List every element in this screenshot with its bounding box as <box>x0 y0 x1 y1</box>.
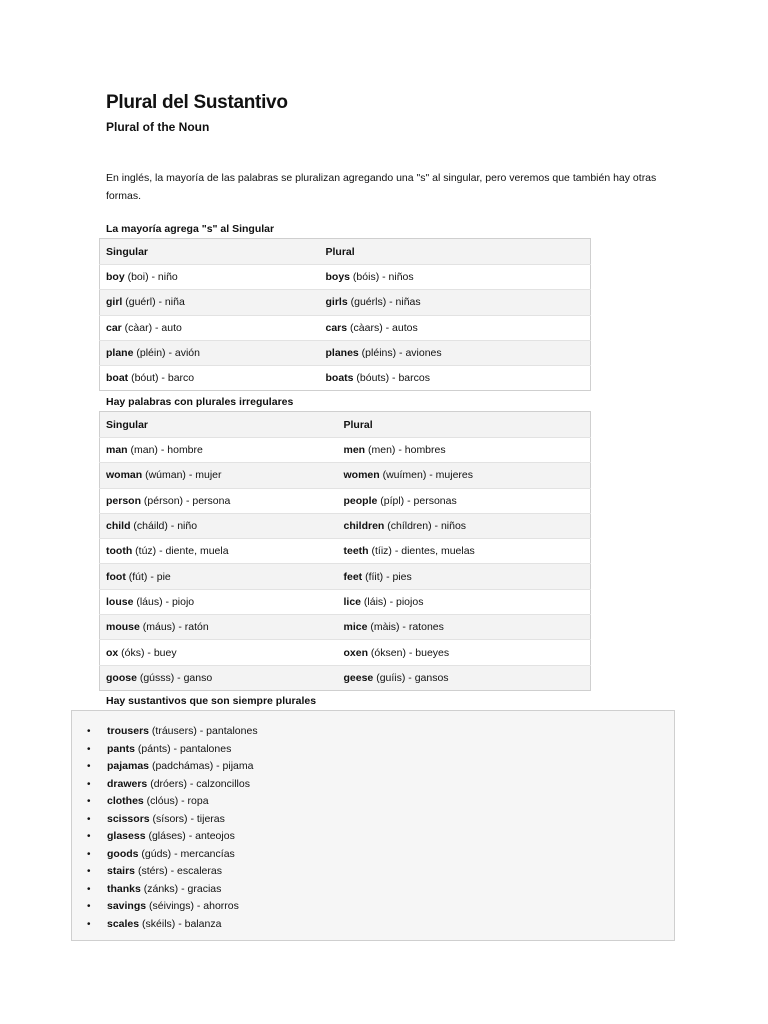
pronunciation-translation-text: (túz) - diente, muela <box>132 545 229 558</box>
table-row <box>100 265 591 290</box>
table-row <box>100 513 591 538</box>
pronunciation-translation-text: (gúds) - mercancías <box>138 847 235 860</box>
pronunciation-translation-text: (pléins) - aviones <box>358 347 442 360</box>
word-text: geese <box>343 671 374 684</box>
pronunciation-translation-text: (càars) - autos <box>347 321 418 334</box>
word-text: car <box>106 321 122 334</box>
plural-cell <box>320 315 591 340</box>
singular-cell <box>100 564 338 589</box>
section-heading-irregular: Hay palabras con plurales irregulares <box>106 396 294 408</box>
word-text: teeth <box>343 545 369 558</box>
table-row <box>100 366 591 391</box>
pronunciation-translation-text: (máus) - ratón <box>139 621 209 634</box>
singular-cell <box>100 513 338 538</box>
word-text: cars <box>325 321 348 334</box>
word-text: women <box>343 469 380 482</box>
pronunciation-translation-text: (guérl) - niña <box>122 296 185 309</box>
table-row <box>100 463 591 488</box>
word-text: lice <box>343 595 362 608</box>
list-item <box>87 776 258 794</box>
bullet-icon: • <box>87 901 91 912</box>
bullet-icon: • <box>87 883 91 895</box>
list-item <box>87 846 258 864</box>
list-item <box>87 863 258 881</box>
pronunciation-translation-text: (dróers) - calzoncillos <box>147 777 250 790</box>
plural-cell <box>338 665 591 690</box>
irregular-plural-table <box>99 411 591 691</box>
plural-cell <box>338 513 591 538</box>
word-text: ox <box>106 646 119 659</box>
word-text: savings <box>107 900 147 912</box>
word-text: planes <box>325 347 359 360</box>
list-item <box>87 741 258 759</box>
singular-cell <box>100 640 338 665</box>
word-text: boat <box>106 372 129 385</box>
pronunciation-translation-text: (guérls) - niñas <box>347 296 421 309</box>
pronunciation-translation-text: (màis) - ratones <box>367 621 444 634</box>
page-title: Plural del Sustantivo <box>106 92 288 113</box>
plural-cell <box>338 564 591 589</box>
pronunciation-translation-text: (láus) - piojo <box>133 595 195 608</box>
plural-cell <box>338 488 591 513</box>
word-text: man <box>106 444 128 457</box>
plural-cell <box>338 463 591 488</box>
pronunciation-translation-text: (fút) - pie <box>125 570 171 583</box>
pronunciation-translation-text: (gússs) - ganso <box>136 671 213 684</box>
list-item <box>87 758 258 776</box>
always-plural-list <box>87 723 258 933</box>
word-text: people <box>343 494 378 507</box>
table-row <box>100 589 591 614</box>
table-row <box>100 665 591 690</box>
intro-paragraph: En inglés, la mayoría de las palabras se pluralizan agregando una "s" al singular, pero veremos que también hay otras formas. <box>106 172 657 202</box>
word-text: drawers <box>107 777 148 790</box>
word-text: glasess <box>107 830 146 842</box>
table-row <box>100 315 591 340</box>
table-row <box>100 340 591 365</box>
word-text: boats <box>325 372 354 385</box>
word-text: mice <box>343 621 368 634</box>
plural-cell <box>338 640 591 665</box>
pronunciation-translation-text: (séivings) - ahorros <box>146 900 239 912</box>
singular-cell <box>100 340 320 365</box>
word-text: men <box>343 444 366 457</box>
list-item <box>87 723 258 741</box>
pronunciation-translation-text: (bóut) - barco <box>128 372 195 385</box>
list-item <box>87 828 258 846</box>
plural-cell <box>320 340 591 365</box>
table-row <box>100 488 591 513</box>
singular-cell <box>100 665 338 690</box>
plural-cell <box>320 290 591 315</box>
word-text: goose <box>106 671 137 684</box>
pronunciation-translation-text: (gláses) - anteojos <box>145 830 235 842</box>
word-text: oxen <box>343 646 369 659</box>
word-text: stairs <box>107 865 136 877</box>
word-text: foot <box>106 570 126 583</box>
table-row <box>100 539 591 564</box>
pronunciation-translation-text: (cháild) - niño <box>130 520 198 533</box>
singular-cell <box>100 615 338 640</box>
pronunciation-translation-text: (sísors) - tijeras <box>149 812 225 825</box>
pronunciation-translation-text: (càar) - auto <box>121 321 182 334</box>
singular-cell <box>100 539 338 564</box>
word-text: trousers <box>107 725 150 737</box>
word-text: clothes <box>107 795 144 807</box>
column-header-singular: Singular <box>100 239 320 265</box>
singular-cell <box>100 438 338 463</box>
pronunciation-translation-text: (guíis) - gansos <box>373 671 449 684</box>
singular-cell <box>100 589 338 614</box>
singular-cell <box>100 315 320 340</box>
word-text: girls <box>325 296 348 309</box>
always-plural-box <box>71 710 675 941</box>
bullet-icon: • <box>87 796 91 807</box>
singular-cell <box>100 290 320 315</box>
word-text: children <box>343 520 385 533</box>
pronunciation-translation-text: (tíiz) - dientes, muelas <box>368 545 475 558</box>
word-text: child <box>106 520 131 533</box>
table-row <box>100 290 591 315</box>
list-item <box>87 793 258 811</box>
singular-cell <box>100 488 338 513</box>
plural-cell <box>320 265 591 290</box>
bullet-icon: • <box>87 743 91 755</box>
regular-plural-table <box>99 238 591 391</box>
table-header-row <box>100 412 591 438</box>
pronunciation-translation-text: (láis) - piojos <box>361 595 424 608</box>
pronunciation-translation-text: (óksen) - bueyes <box>368 646 450 659</box>
section-heading-always-plural: Hay sustantivos que son siempre plurales <box>106 695 317 707</box>
table-row <box>100 640 591 665</box>
bullet-icon: • <box>87 866 91 877</box>
pronunciation-translation-text: (fíit) - pies <box>362 570 412 583</box>
word-text: scales <box>107 917 140 930</box>
column-header-singular: Singular <box>100 412 338 438</box>
pronunciation-translation-text: (wuímen) - mujeres <box>379 469 474 482</box>
column-header-plural: Plural <box>320 239 591 265</box>
table-row <box>100 438 591 463</box>
singular-cell <box>100 366 320 391</box>
word-text: pants <box>107 742 136 755</box>
pronunciation-translation-text: (men) - hombres <box>365 444 446 457</box>
singular-cell <box>100 463 338 488</box>
bullet-icon: • <box>87 761 91 772</box>
pronunciation-translation-text: (bóis) - niños <box>350 271 414 284</box>
word-text: woman <box>106 469 143 482</box>
plural-cell <box>320 366 591 391</box>
table-row <box>100 615 591 640</box>
bullet-icon: • <box>87 848 91 860</box>
pronunciation-translation-text: (pérson) - persona <box>141 494 231 507</box>
pronunciation-translation-text: (tráusers) - pantalones <box>149 725 258 737</box>
pronunciation-translation-text: (pánts) - pantalones <box>135 742 232 755</box>
word-text: tooth <box>106 545 133 558</box>
table-header-row <box>100 239 591 265</box>
pronunciation-translation-text: (zánks) - gracias <box>140 882 222 895</box>
word-text: goods <box>107 847 139 860</box>
pronunciation-translation-text: (pípl) - personas <box>377 494 457 507</box>
pronunciation-translation-text: (óks) - buey <box>118 646 177 659</box>
pronunciation-translation-text: (padchámas) - pijama <box>149 760 254 772</box>
pronunciation-translation-text: (chíldren) - niños <box>384 520 467 533</box>
bullet-icon: • <box>87 831 91 842</box>
word-text: boy <box>106 271 125 284</box>
section-heading-regular: La mayoría agrega "s" al Singular <box>106 223 275 235</box>
word-text: girl <box>106 296 123 309</box>
plural-cell <box>338 589 591 614</box>
word-text: boys <box>325 271 351 284</box>
table-row <box>100 564 591 589</box>
pronunciation-translation-text: (pléin) - avión <box>133 347 200 360</box>
word-text: mouse <box>106 621 140 634</box>
column-header-plural: Plural <box>338 412 591 438</box>
pronunciation-translation-text: (clóus) - ropa <box>143 795 209 807</box>
page-subtitle: Plural of the Noun <box>106 120 210 134</box>
list-item <box>87 898 258 916</box>
word-text: thanks <box>107 882 141 895</box>
bullet-icon: • <box>87 813 91 825</box>
pronunciation-translation-text: (skéils) - balanza <box>139 917 222 930</box>
list-item <box>87 811 258 829</box>
pronunciation-translation-text: (wúman) - mujer <box>142 469 222 482</box>
word-text: feet <box>343 570 363 583</box>
word-text: pajamas <box>107 760 150 772</box>
plural-cell <box>338 539 591 564</box>
pronunciation-translation-text: (stérs) - escaleras <box>135 865 222 877</box>
bullet-icon: • <box>87 726 91 737</box>
bullet-icon: • <box>87 778 91 790</box>
word-text: person <box>106 494 142 507</box>
list-item <box>87 881 258 899</box>
pronunciation-translation-text: (boi) - niño <box>124 271 178 284</box>
plural-cell <box>338 615 591 640</box>
word-text: scissors <box>107 812 150 825</box>
pronunciation-translation-text: (man) - hombre <box>127 444 203 457</box>
pronunciation-translation-text: (bóuts) - barcos <box>353 372 430 385</box>
word-text: louse <box>106 595 134 608</box>
list-item <box>87 916 258 934</box>
bullet-icon: • <box>87 918 91 930</box>
word-text: plane <box>106 347 134 360</box>
plural-cell <box>338 438 591 463</box>
singular-cell <box>100 265 320 290</box>
